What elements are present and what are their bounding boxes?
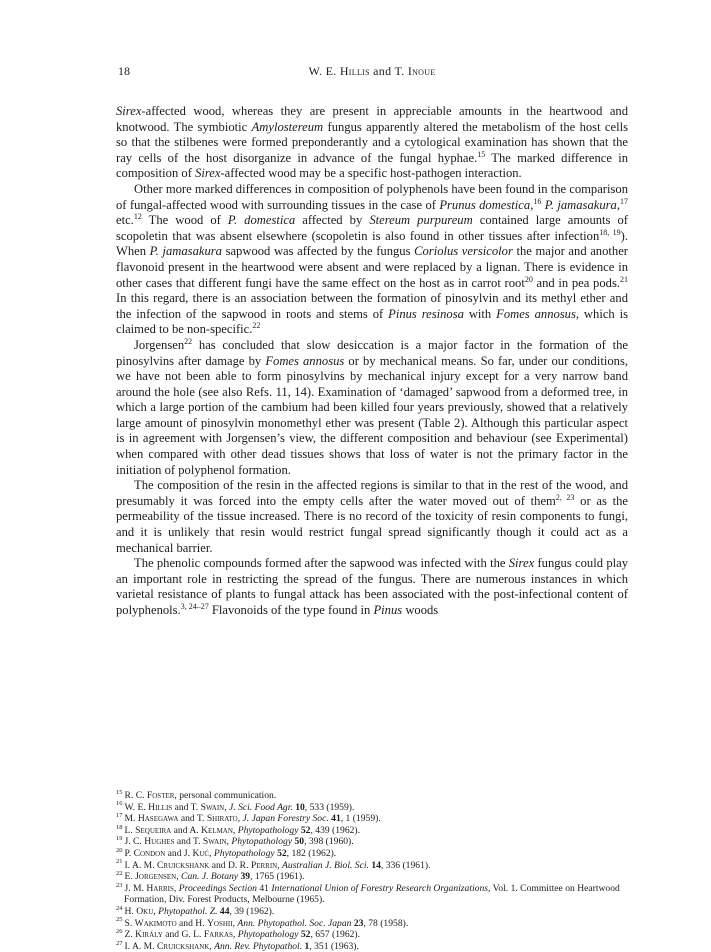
- footnote: $^{22}$ E. Jorgensen, Can. J. Botany 39, 1765 (1961).: [116, 869, 305, 883]
- footnote: $^{24}$ H. Oku, Phytopathol. Z. 44, 39 (1962).: [116, 904, 275, 917]
- paragraph: The phenolic compounds formed after the sapwood was infected with the Sirex fungus could play an important role in restricting the spread of the fungus. There are numerous instances in which varietal resistance of plants to fungal attack has been associated with the post-infectional content of polyphenols.$^{3, 24-27}$ Flavonoids of the type found in Pinus woods: [116, 556, 628, 617]
- paragraph: Jorgensen$^{22}$ has concluded that slow desiccation is a major factor in the formation of the pinosylvins after damage by Fomes annosus or by mechanical means. So far, under our conditions, we have not been able to form pinosylvins by mechanical injury except for a very narrow band around the hole (see also Refs. 11, 14). Examination of ‘damaged’ sapwood from a deformed tree, in which a large portion of the cambium had been killed four years previously, showed that a relatively large amount of pinosylvin monomethyl ether was present (Table 2). Although this particular aspect is in agreement with Jorgensen’s view, the different composition and behaviour (see Experimental) when compared with other dead tissues shows that loss of water is not the primary factor in the initiation of polyphenol formation.: [116, 336, 628, 477]
- footnote: $^{23}$ J. M. Harris, Proceedings Section 41 International Union of Forestry Research Organizations, Vol. 1. Committee on Heartwood Formation, Div. Forest Products, Melbourne (1965).: [116, 881, 620, 906]
- footnote: $^{21}$ I. A. M. Cruickshank and D. R. Perrin, Australian J. Biol. Sci. 14, 336 (1961).: [116, 858, 431, 871]
- page-header: [118, 64, 626, 84]
- footnote: $^{25}$ S. Wakimoto and H. Yoshii, Ann. Phytopathol. Soc. Japan 23, 78 (1958).: [116, 916, 409, 929]
- footnote: $^{27}$ I. A. M. Cruickshank, Ann. Rev. Phytopathol. 1, 351 (1963).: [116, 939, 359, 952]
- footnotes: [116, 790, 628, 952]
- footnote: $^{26}$ Z. Király and G. L. Farkas, Phytopathology 52, 657 (1962).: [116, 927, 361, 941]
- footnote: $^{20}$ P. Condon and J. Kuć, Phytopathology 52, 182 (1962).: [116, 846, 337, 859]
- paragraph: Sirex-affected wood, whereas they are present in appreciable amounts in the heartwood and knotwood. The symbiotic Amylostereum fungus apparently altered the metabolism of the host cells so that the stilbenes were formed preponderantly and a cytological examination has shown that the ray cells of the host disorganize in advance of the fungal hyphae.$^{15}$ The marked difference in composition of Sirex-affected wood may be a specific host-pathogen interaction.: [116, 104, 629, 181]
- footnote: $^{18}$ L. Sequeira and A. Kelman, Phytopathology 52, 439 (1962).: [116, 823, 361, 836]
- footnote: $^{16}$ W. E. Hillis and T. Swain, J. Sci. Food Agr. 10, 533 (1959).: [116, 800, 355, 813]
- footnote: $^{17}$ M. Hasegawa and T. Shirato, J. Japan Forestry Soc. 41, 1 (1959).: [116, 812, 381, 825]
- running-head: [118, 64, 626, 79]
- page-number: 18: [118, 64, 130, 78]
- running-head-text: W. E. Hillis and T. Inoue: [308, 64, 436, 78]
- paragraph: Other more marked differences in composition of polyphenols have been found in the comparison of fungal-affected wood with surrounding tissues in the case of Prunus domestica,$^{16}$ P. jamasakura,$^{17}$ etc.$^{12}$ The wood of P. domestica affected by Stereum purpureum contained large amounts of scopoletin that was absent elsewhere (scopoletin is also found in other tissues after infection$^{18, 19}$). When P. jamasakura sapwood was affected by the fungus Coriolus versicolor the major and another flavonoid present in the heartwood were absent and were replaced by a lignan. There is evidence in other cases that different fungi have the same effect on the host as in carrot root$^{20}$ and in pea pods.$^{21}$ In this regard, there is an association between the formation of pinosylvin and its methyl ether and the infection of the sapwood in roots and stems of Pinus resinosa with Fomes annosus, which is claimed to be non-specific.$^{22}$: [116, 181, 629, 337]
- footnote: $^{15}$ R. C. Foster, personal communication.: [116, 788, 277, 801]
- body-text: [116, 104, 628, 619]
- paragraph: The composition of the resin in the affected regions is similar to that in the rest of the wood, and presumably it was forced into the empty cells after the water moved out of them$^{2, 23}$ or as the permeability of the tissue increased. There is no record of the toxicity of resin components to fungi, and it is unlikely that resin would restrict fungal spread significantly though it could act as a mechanical barrier.: [116, 478, 629, 555]
- footnote: $^{19}$ J. C. Hughes and T. Swain, Phytopathology 50, 398 (1960).: [116, 835, 354, 848]
